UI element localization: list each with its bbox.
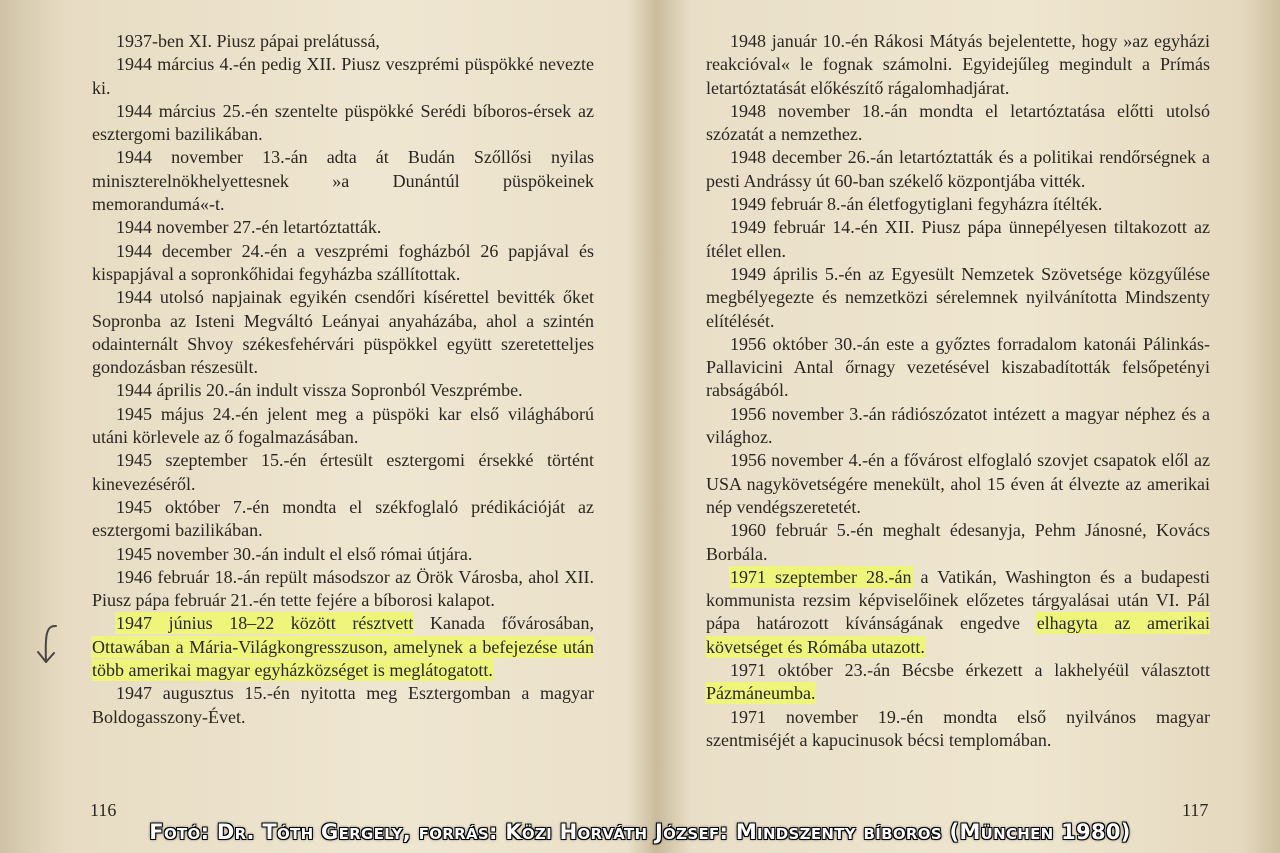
entry-text: 1956 november 4.-én a fővárost elfoglaló szovjet csapatok elől az USA nagykövetségére menekült, ahol 15 éven át élvezte az amerikai nép vendégszeretetét. (706, 450, 1210, 517)
page-number-right: 117 (1182, 800, 1209, 820)
entry-text: 1944 március 25.-én szentelte püspökké Serédi bíboros-érsek az esztergomi bazilikában. (92, 100, 594, 145)
entry-text: a Vatikán, Washington és a budapesti kommunista rezsim képviselőinek előzetes tárgyalásai után VI. Pál pápa határozott kívánságának engedve (706, 566, 1210, 634)
chronology-entry (706, 659, 1210, 706)
chronology-entry (92, 379, 594, 402)
chronology-entry (92, 216, 594, 239)
page-number-left: 116 (90, 800, 117, 820)
entry-text: 1944 utolsó napjainak egyikén csendőri kísérettel bevitték őket Sopronba az Isteni Megváltó Leányai anyaházába, ahol a szintén odainternált Shvoy székesfehérvári püspökkel együtt szeretetteljes gondozásban részesült. (92, 287, 594, 378)
entry-text: 1949 február 8.-án életfogytiglani fegyházra ítélték. (730, 194, 1103, 215)
entry-text: 1956 november 3.-án rádiószózatot intézett a magyar néphez és a világhoz. (706, 403, 1210, 448)
entry-text: 1949 április 5.-én az Egyesült Nemzetek Szövetsége közgyűlése megbélyegezte és nemzetközi sérelemnek nyilvánította Mindszenty elítélését. (706, 263, 1210, 331)
chronology-entry (92, 612, 594, 682)
entry-text: 1948 január 10.-én Rákosi Mátyás bejelentette, hogy »az egyházi reakcióval« le fognak számolni. Egyidejűleg megindult a Prímás letartóztatását előkészítő rágalomhadjárat. (706, 31, 1210, 98)
chronology-entry (706, 146, 1210, 193)
right-page (706, 30, 1210, 752)
chronology-entry (706, 30, 1210, 100)
entry-text: 1944 november 13.-án adta át Budán Szőllősi nyilas miniszterelnökhelyettesnek »a Dunántúl püspökeinek memorandumá«-t. (92, 147, 594, 215)
entry-text: 1944 november 27.-én letartóztatták. (116, 217, 382, 238)
chronology-entry (706, 449, 1210, 519)
chronology-entry (92, 53, 594, 100)
chronology-entry (92, 403, 594, 450)
chronology-entry (92, 566, 594, 613)
chronology-entry (706, 706, 1210, 753)
photo-credit-caption: Fotó: Dr. Tóth Gergely, forrás: Közi Horváth József: Mindszenty bíboros (München 1980) (149, 820, 1131, 844)
chronology-entry (706, 519, 1210, 566)
entry-text: 1945 október 7.-én mondta el székfoglaló prédikációját az esztergomi bazilikában. (92, 496, 594, 541)
entry-text: 1945 május 24.-én jelent meg a püspöki kar első világháború utáni körlevele az ő fogalmazásában. (92, 403, 594, 448)
entry-text: 1960 február 5.-én meghalt édesanyja, Pehm Jánosné, Kovács Borbála. (706, 520, 1210, 564)
entry-text: 1971 november 19.-én mondta első nyilvános magyar szentmiséjét a kapucinusok bécsi templomában. (706, 706, 1210, 750)
hand-drawn-down-arrow-icon (34, 622, 68, 666)
chronology-entry (706, 403, 1210, 450)
entry-text: 1947 augusztus 15.-én nyitotta meg Esztergomban a magyar Boldogasszony-Évet. (92, 683, 594, 727)
entry-text: 1946 február 18.-án repült másodszor az Örök Városba, ahol XII. Piusz pápa február 21.-én tette fejére a bíborosi kalapot. (92, 566, 594, 611)
entry-text: 1944 április 20.-án indult vissza Sopronból Veszprémbe. (116, 380, 523, 401)
entry-text: 1971 október 23.-án Bécsbe érkezett a lakhelyéül választott (730, 660, 1210, 681)
entry-text: 1937-ben XI. Piusz pápai prelátussá, (116, 31, 380, 51)
highlighted-text: Ottawában a Mária-Világkongresszuson, amelynek a befejezése után több amerikai magyar egyházközséget is meglátogatott. (92, 636, 594, 681)
highlighted-text: elhagyta az amerikai követséget és Rómába utazott. (706, 613, 1211, 657)
chronology-entry (706, 100, 1210, 147)
highlighted-text: 1971 szeptember 28.-án (730, 566, 912, 587)
chronology-entry (706, 216, 1210, 263)
entry-text: 1944 március 4.-én pedig XII. Piusz veszprémi püspökké nevezte ki. (92, 54, 594, 98)
entry-text: 1944 december 24.-én a veszprémi fogházból 26 papjával és kispapjával a sopronkőhidai fegyházba szállítottak. (92, 240, 594, 284)
entry-text: 1948 december 26.-án letartóztatták és a politikai rendőrségnek a pesti Andrássy út 60-ban székelő központjába vitték. (706, 147, 1210, 191)
chronology-entry (92, 240, 594, 287)
chronology-entry (92, 496, 594, 543)
chronology-entry (706, 263, 1210, 333)
entry-text: 1956 október 30.-án este a győztes forradalom katonái Pálinkás-Pallavicini Antal őrnagy vezetésével kiszabadították felsőpetényi rabságából. (706, 333, 1210, 401)
chronology-entry (706, 333, 1210, 403)
left-page (92, 30, 594, 729)
entry-text: 1949 február 14.-én XII. Piusz pápa ünnepélyesen tiltakozott az ítélet ellen. (706, 217, 1210, 261)
entry-text: 1945 szeptember 15.-én értesült esztergomi érsekké történt kinevezéséről. (92, 450, 594, 494)
chronology-entry (706, 566, 1210, 659)
highlighted-text: Pázmáneumba. (706, 683, 816, 704)
chronology-entry (92, 543, 594, 566)
highlighted-text: 1947 június 18–22 között résztvett (116, 613, 414, 634)
chronology-entry (92, 100, 594, 147)
chronology-entry (92, 286, 594, 379)
chronology-entry (92, 30, 594, 53)
entry-text: Kanada fővárosában, (413, 613, 595, 634)
chronology-entry (706, 193, 1210, 216)
chronology-entry (92, 682, 594, 729)
chronology-entry (92, 146, 594, 216)
chronology-entry (92, 449, 594, 496)
entry-text: 1945 november 30.-án indult el első római útjára. (116, 543, 473, 564)
entry-text: 1948 november 18.-án mondta el letartóztatása előtti utolsó szózatát a nemzethez. (706, 100, 1210, 145)
